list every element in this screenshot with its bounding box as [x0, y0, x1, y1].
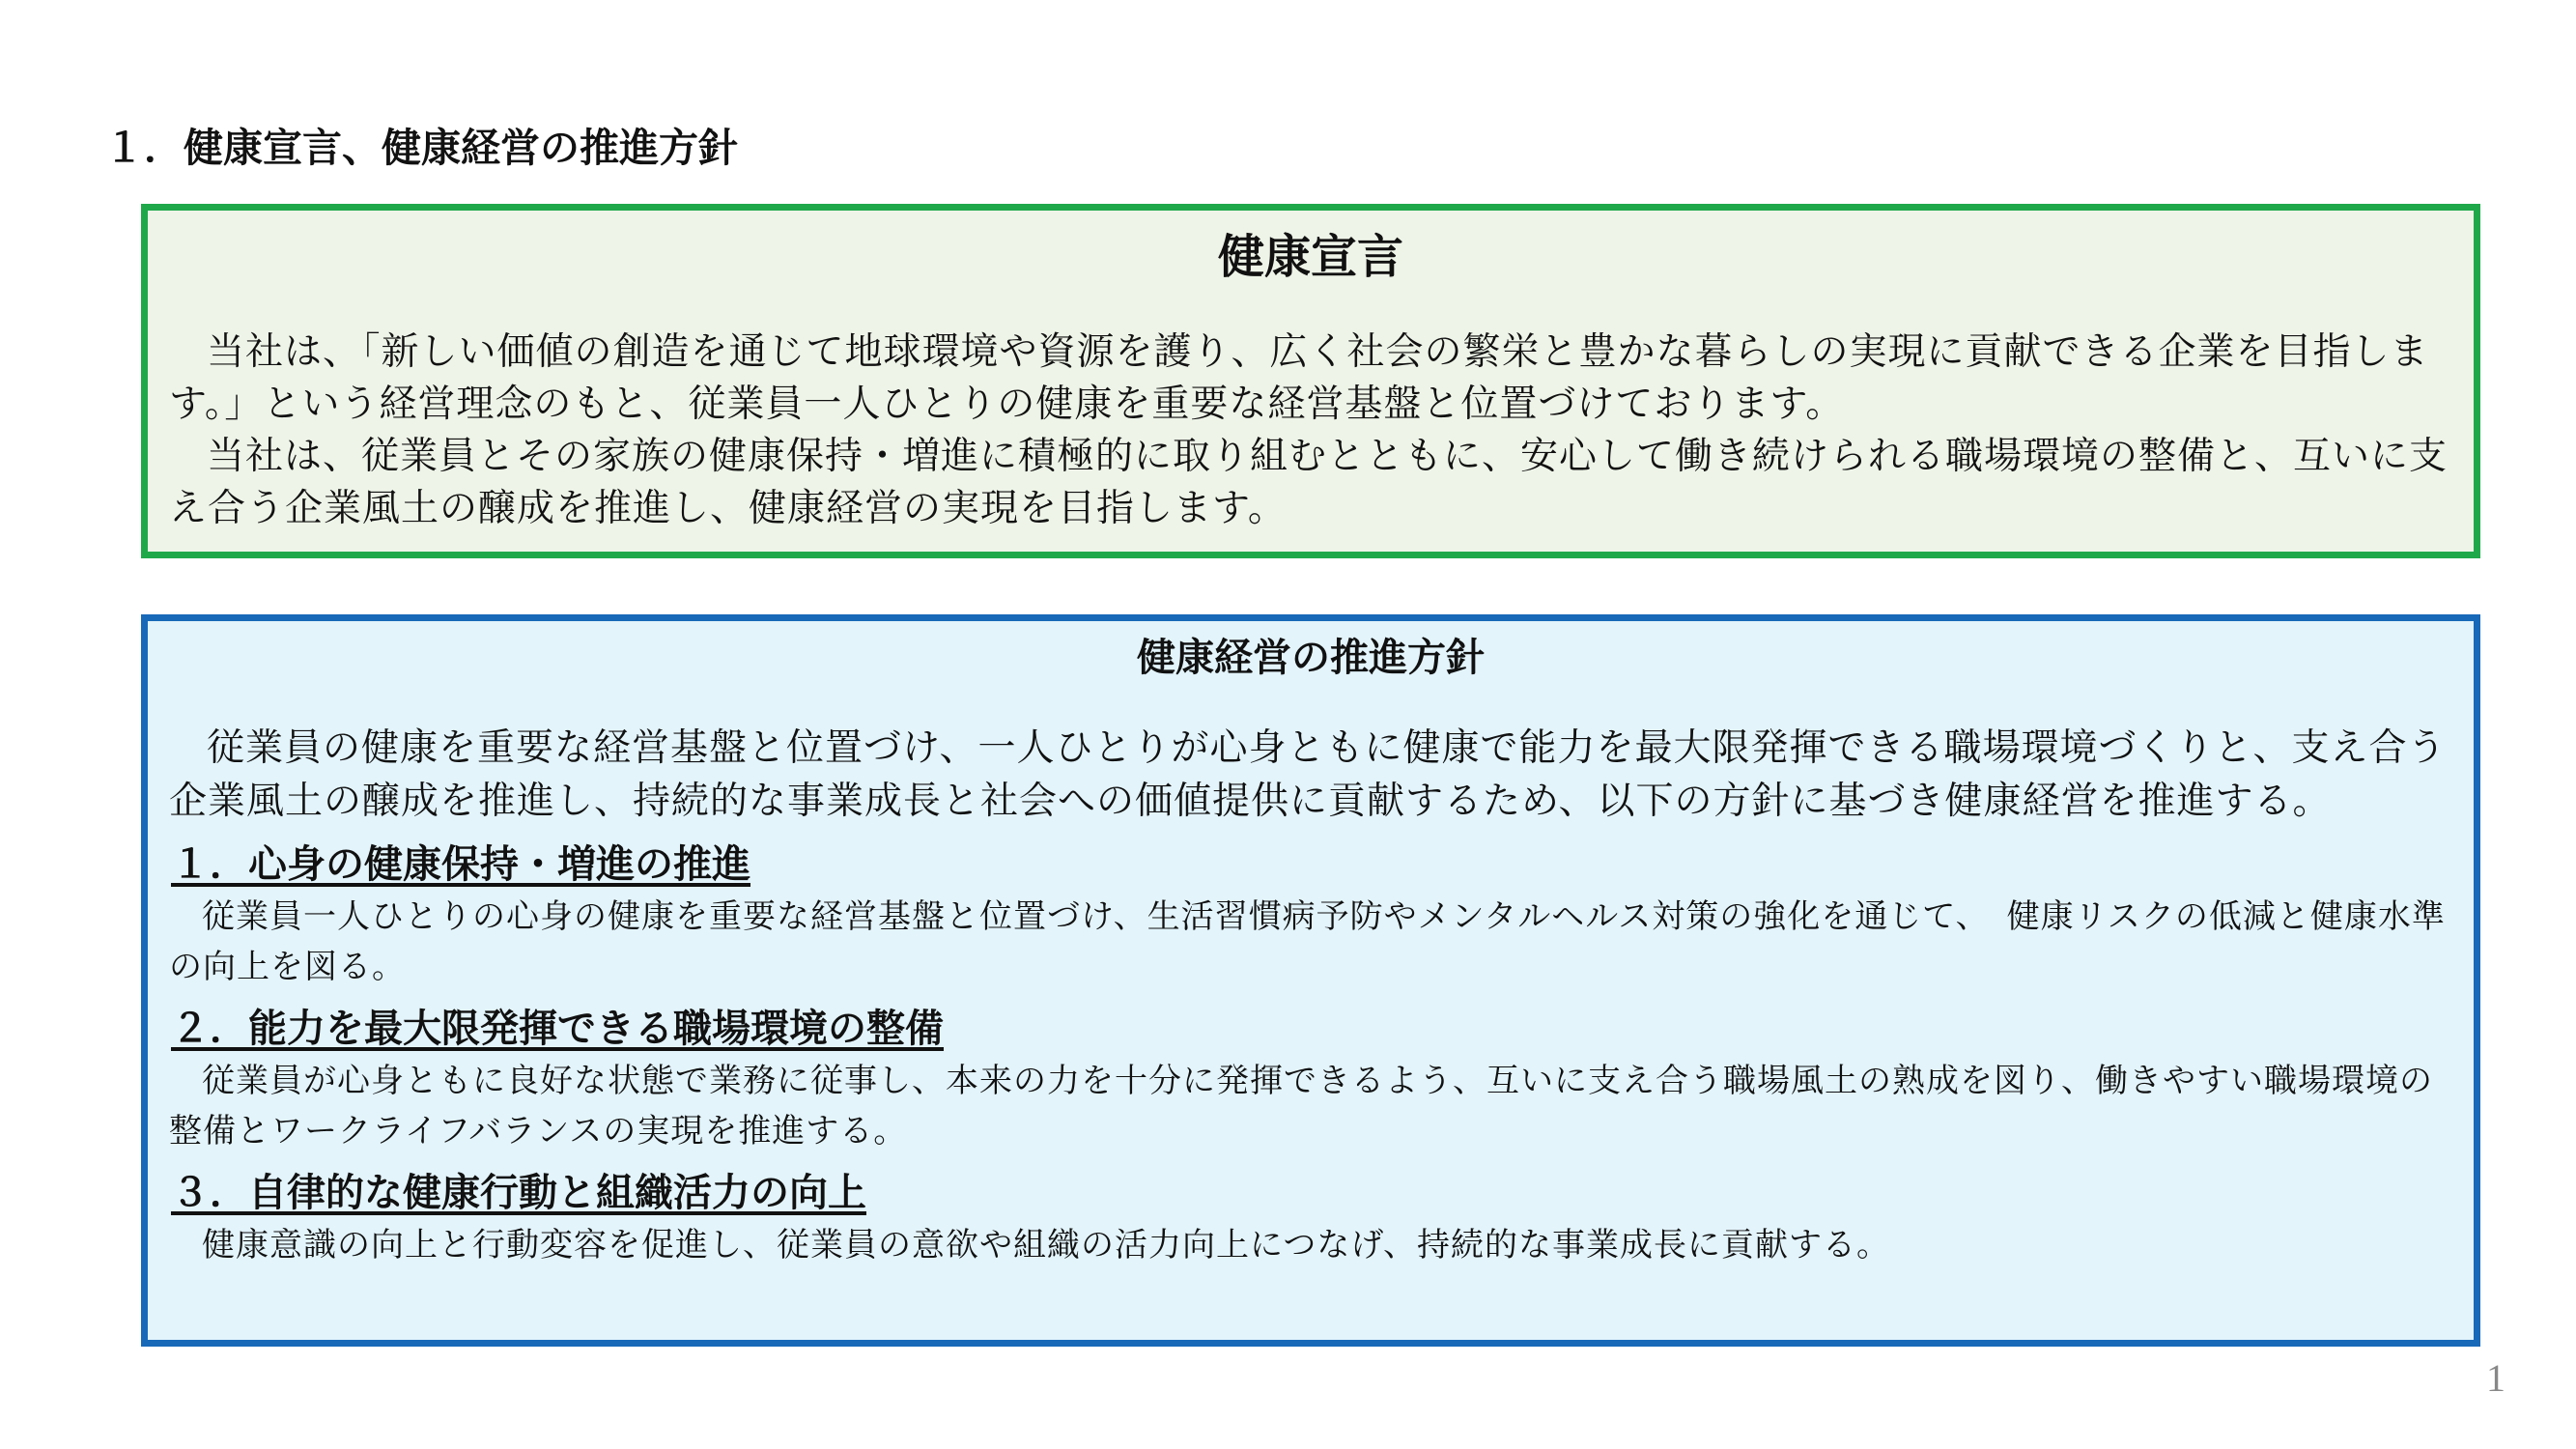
health-policy-box: [141, 614, 2480, 1347]
policy-intro: [169, 722, 2454, 828]
declaration-heading: 健康宣言: [1217, 230, 1403, 284]
declaration-body: [169, 327, 2454, 535]
policy-item-body: 従業員一人ひとりの心身の健康を重要な経営基盤と位置づけ、生活習慣病予防やメンタルヘルス対策の強化を通じて、 健康リスクの低減と健康水準の向上を図る。: [169, 897, 2446, 986]
policy-intro-text: 従業員の健康を重要な経営基盤と位置づけ、一人ひとりが心身ともに健康で能力を最大限発揮できる職場環境づくりと、支え合う企業風土の醸成を推進し、持続的な事業成長と社会への価値提供に貢献するため、以下の方針に基づき健康経営を推進する。: [169, 726, 2447, 823]
policy-item-body: 従業員が心身ともに良好な状態で業務に従事し、本来の力を十分に発揮できるよう、互いに支え合う職場風土の熟成を図り、働きやすい職場環境の整備とワークライフバランスの実現を推進する。: [169, 1062, 2433, 1151]
policy-item-title: ３．自律的な健康行動と組織活力の向上: [171, 1171, 866, 1215]
policy-heading: 健康経営の推進方針: [1137, 636, 1485, 680]
page-number: 1: [2486, 1356, 2505, 1400]
declaration-paragraph: 当社は、「新しい価値の創造を通じて地球環境や資源を護り、広く社会の繁栄と豊かな暮らしの実現に貢献できる企業を目指します。」という経営理念のもと、従業員一人ひとりの健康を重要な経営基盤と位置づけております。: [169, 330, 2429, 426]
policy-item-body: 健康意識の向上と行動変容を促進し、従業員の意欲や組織の活力向上につなげ、持続的な事業成長に貢献する。: [202, 1226, 1890, 1264]
policy-item-title: ２．能力を最大限発揮できる職場環境の整備: [171, 1007, 944, 1051]
declaration-paragraph: 当社は、従業員とその家族の健康保持・増進に積極的に取り組むとともに、安心して働き続けられる職場環境の整備と、互いに支え合う企業風土の醸成を推進し、健康経営の実現を目指します。: [169, 435, 2449, 530]
section-title: １．健康宣言、健康経営の推進方針: [104, 125, 738, 171]
health-declaration-box: [141, 204, 2480, 558]
policy-item-title: １．心身の健康保持・増進の推進: [171, 842, 750, 887]
